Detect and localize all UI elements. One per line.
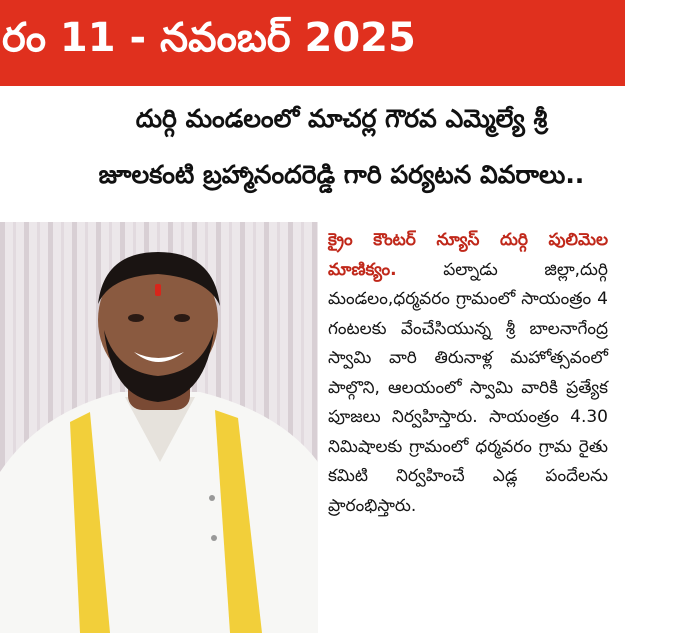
mla-portrait-photo	[0, 222, 318, 633]
headline-line-1: దుర్గి మండలంలో మాచర్ల గౌరవ ఎమ్మెల్యే శ్రీ	[135, 104, 548, 133]
article-text: పల్నాడు జిల్లా,దుర్గి మండలం,ధర్మవరం గ్రామంలో సాయంత్రం 4 గంటలకు వేంచేసియున్న శ్రీ బాలనాగేంద్ర స్వామి వారి తిరునాళ్ల మహోత్సవంలో పాల్గొని, ఆలయంలో స్వామి వారికి ప్రత్యేక పూజలు నిర్వహిస్తారు. సాయంత్రం 4.30 నిమిషాలకు గ్రామంలో ధర్మవరం గ్రామ రైతు కమిటి నిర్వహించే ఎడ్ల పందేలను ప్రారంభిస్తారు.	[328, 259, 608, 516]
banner-date-text: రం 11 - నవంబర్ 2025	[2, 15, 416, 61]
date-banner	[0, 0, 625, 86]
article-byline: క్రైం కౌంటర్ న్యూస్ దుర్గి పులిమెల మాణిక్యం.	[328, 230, 608, 280]
headline-line-2: జూలకంటి బ్రహ్మానందరెడ్డి గారి పర్యటన వివరాలు..	[98, 160, 585, 189]
article-body	[328, 226, 608, 521]
